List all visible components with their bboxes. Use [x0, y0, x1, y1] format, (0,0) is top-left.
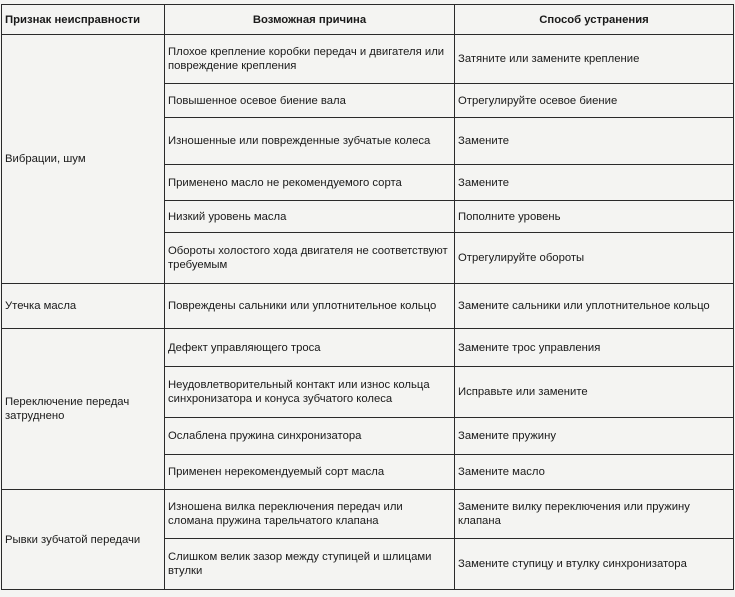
fix-cell: Замените вилку переключения или пружину клапана — [455, 490, 734, 539]
cause-cell: Низкий уровень масла — [165, 201, 455, 233]
table-row — [2, 284, 734, 329]
cause-cell: Обороты холостого хода двигателя не соответствуют требуемым — [165, 233, 455, 284]
symptom-cell: Переключение передач затруднено — [2, 329, 165, 490]
table-row — [2, 35, 734, 84]
fix-cell: Замените сальники или уплотнительное кольцо — [455, 284, 734, 329]
fix-cell: Замените масло — [455, 455, 734, 490]
cause-cell: Применено масло не рекомендуемого сорта — [165, 165, 455, 201]
fix-cell: Отрегулируйте обороты — [455, 233, 734, 284]
symptom-cell: Утечка масла — [2, 284, 165, 329]
fix-cell: Исправьте или замените — [455, 367, 734, 418]
fix-cell: Замените ступицу и втулку синхронизатора — [455, 539, 734, 590]
cause-cell: Повреждены сальники или уплотнительное кольцо — [165, 284, 455, 329]
fix-cell: Замените пружину — [455, 418, 734, 455]
table-row — [2, 490, 734, 539]
cause-cell: Изношенные или поврежденные зубчатые колеса — [165, 118, 455, 165]
header-cause: Возможная причина — [165, 5, 455, 35]
table-row — [2, 329, 734, 367]
header-fix: Способ устранения — [455, 5, 734, 35]
fix-cell: Затяните или замените крепление — [455, 35, 734, 84]
fix-cell: Замените — [455, 165, 734, 201]
header-row — [2, 5, 734, 35]
header-symptom: Признак неисправности — [2, 5, 165, 35]
cause-cell: Повышенное осевое биение вала — [165, 84, 455, 118]
fix-cell: Замените — [455, 118, 734, 165]
fix-cell: Отрегулируйте осевое биение — [455, 84, 734, 118]
troubleshooting-table — [1, 4, 734, 590]
fix-cell: Замените трос управления — [455, 329, 734, 367]
fix-cell: Пополните уровень — [455, 201, 734, 233]
cause-cell: Применен нерекомендуемый сорт масла — [165, 455, 455, 490]
cause-cell: Изношена вилка переключения передач или сломана пружина тарельчатого клапана — [165, 490, 455, 539]
symptom-cell: Рывки зубчатой передачи — [2, 490, 165, 590]
cause-cell: Плохое крепление коробки передач и двигателя или повреждение крепления — [165, 35, 455, 84]
cause-cell: Ослаблена пружина синхронизатора — [165, 418, 455, 455]
cause-cell: Дефект управляющего троса — [165, 329, 455, 367]
cause-cell: Слишком велик зазор между ступицей и шлицами втулки — [165, 539, 455, 590]
cause-cell: Неудовлетворительный контакт или износ кольца синхронизатора и конуса зубчатого колеса — [165, 367, 455, 418]
symptom-cell: Вибрации, шум — [2, 35, 165, 284]
